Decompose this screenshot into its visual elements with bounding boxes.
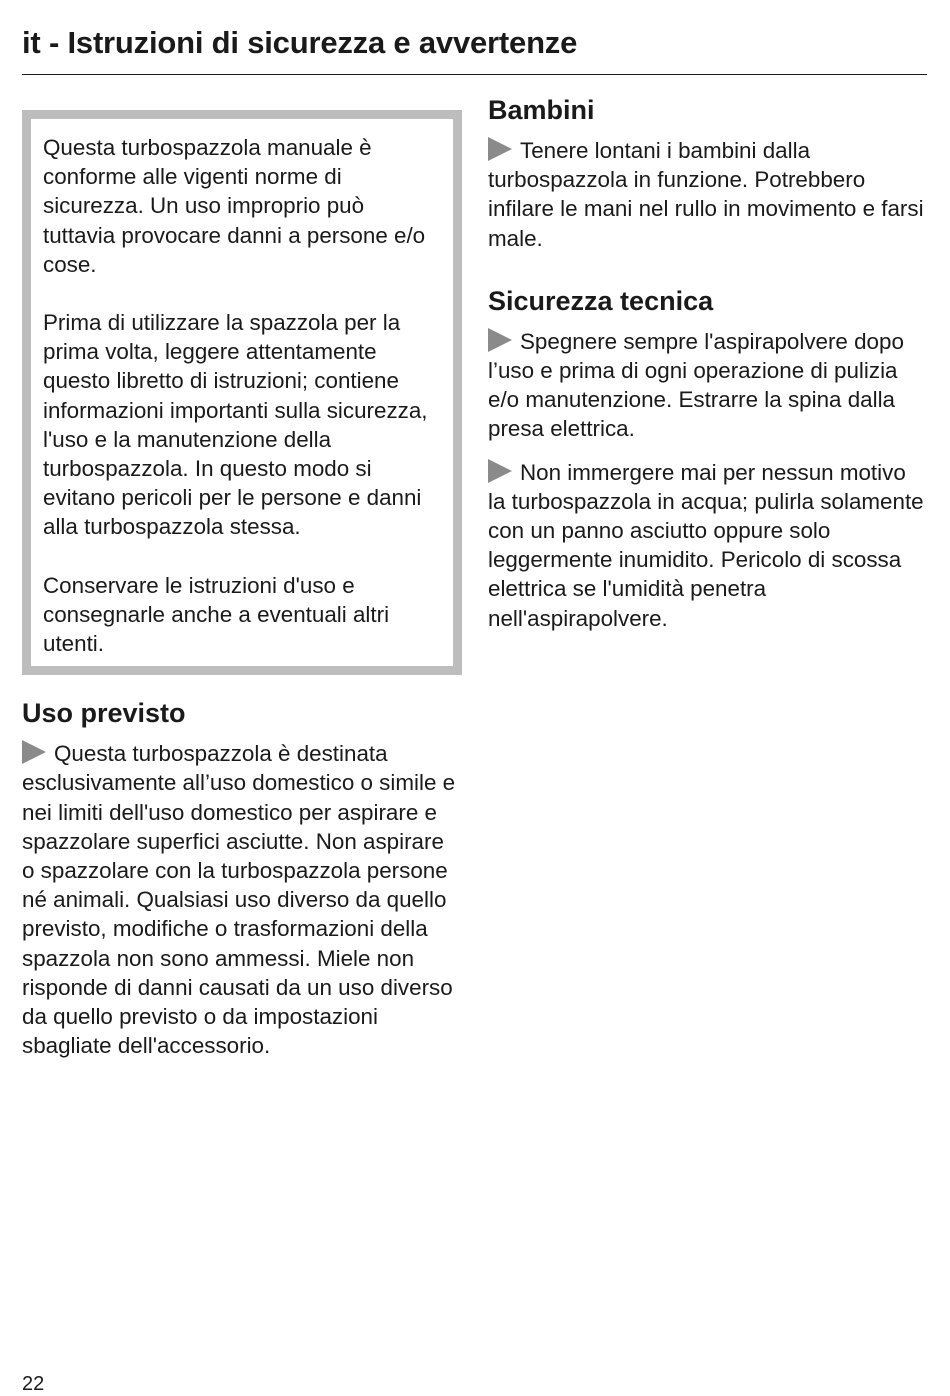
page-header: [22, 22, 927, 75]
bambini-paragraph: [488, 136, 928, 253]
section-heading-bambini: Bambini: [488, 95, 595, 125]
paragraph-text: Spegnere sempre l'aspirapolvere dopo l’uso e prima di ogni operazione di pulizia e/o manutenzione. Estrarre la spina dalla presa elettrica.: [488, 328, 904, 442]
notice-paragraph: Questa turbospazzola manuale è conforme alle vigenti norme di sicurezza. Un uso improprio può tuttavia provocare danni a persone e/o cose.: [43, 135, 426, 277]
notice-paragraph: Prima di utilizzare la spazzola per la prima volta, leggere attentamente questo libretto di istruzioni; contiene informazioni importanti sulla sicurezza, l'uso e la manutenzione della turbospazzola. In questo modo si evitano pericoli per le persone e danni alla turbospazzola stessa.: [43, 310, 428, 540]
sicurezza-paragraph: [488, 327, 928, 444]
right-column: [488, 92, 928, 647]
paragraph-text: Tenere lontani i bambini dalla turbospazzola in funzione. Potrebbero infilare le mani nel rullo in movimento e farsi male.: [488, 138, 924, 251]
page-title: it - Istruzioni di sicurezza e avvertenze: [22, 25, 578, 60]
page-number: 22: [22, 1373, 45, 1395]
arrow-right-icon: [22, 740, 46, 764]
left-column: [22, 110, 462, 1074]
arrow-right-icon: [488, 328, 512, 352]
section-heading-uso-previsto: Uso previsto: [22, 698, 186, 729]
sicurezza-paragraph: [488, 458, 928, 633]
notice-paragraph: Conservare le istruzioni d'uso e consegnarle anche a eventuali altri utenti.: [43, 572, 390, 657]
uso-previsto-paragraph: [22, 739, 462, 1060]
paragraph-text: Questa turbospazzola è destinata esclusivamente all’uso domestico o simile e nei limiti dell'uso domestico per aspirare e spazzolare superfici asciutte. Non aspirare o spazzolare con la turbospazzola persone né animali. Qualsiasi uso diverso da quello previsto, modifiche o trasformazioni della spazzola non sono ammessi. Miele non risponde di danni causati da un uso diverso da quello previsto o da impostazioni sbagliate dell'accessorio.: [22, 741, 456, 1059]
section-heading-sicurezza-tecnica: Sicurezza tecnica: [488, 285, 714, 316]
arrow-right-icon: [488, 459, 512, 483]
arrow-right-icon: [488, 137, 512, 161]
safety-notice-box: [22, 110, 462, 675]
paragraph-text: Non immergere mai per nessun motivo la turbospazzola in acqua; pulirla solamente con un panno asciutto oppure solo leggermente inumidito. Pericolo di scossa elettrica se l'umidità penetra nell'aspirapolvere.: [488, 459, 924, 631]
